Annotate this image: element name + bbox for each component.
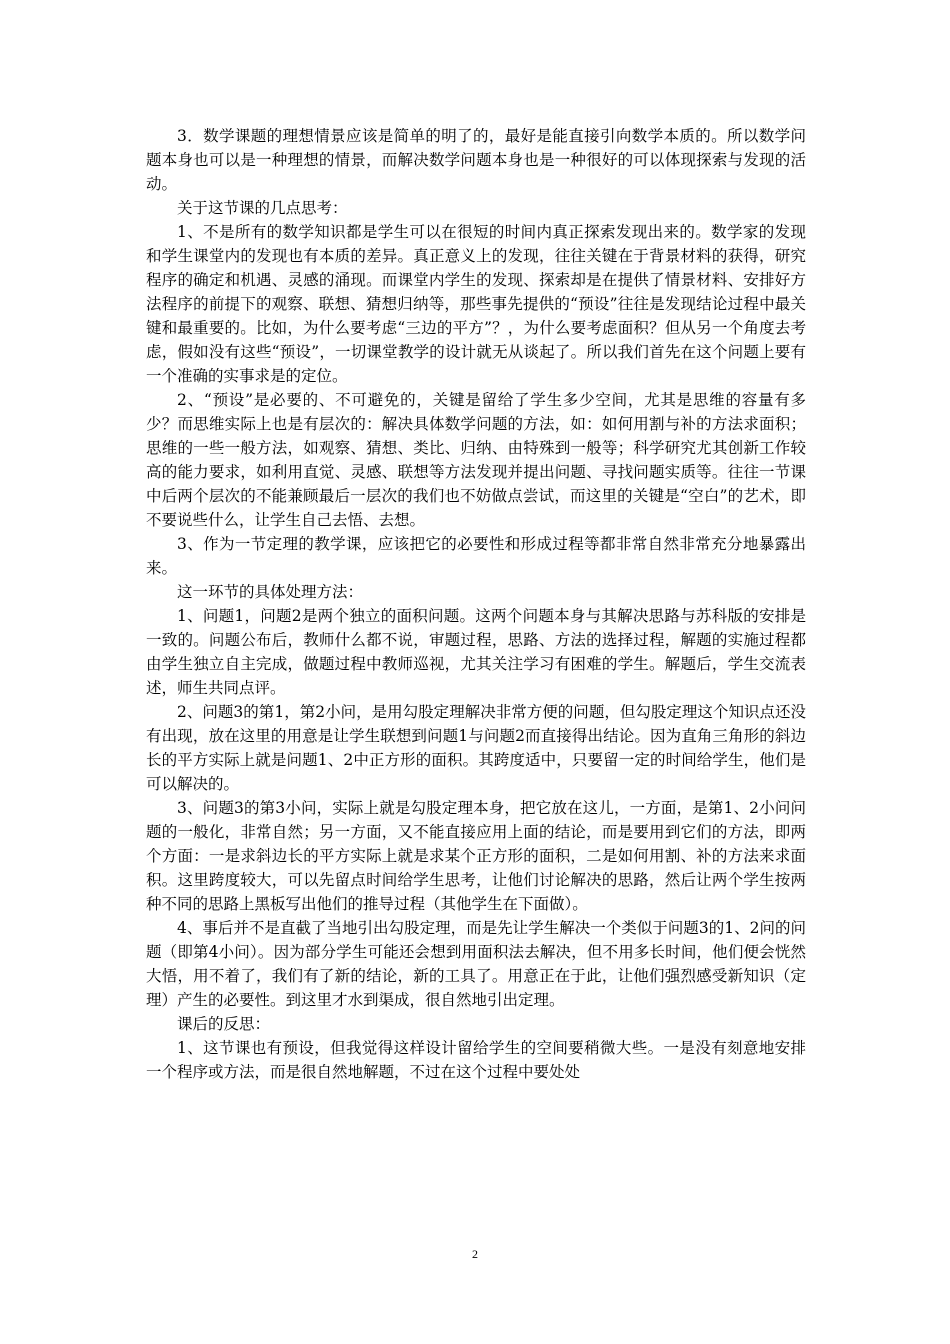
paragraph-reflection-1: 1、不是所有的数学知识都是学生可以在很短的时间内真正探索发现出来的。数学家的发现和学生课堂内的发现也有本质的差异。真正意义上的发现，往往关键在于背景材料的获得，研究程序的确定和机遇、灵感的涌现。而课堂内学生的发现、探索却是在提供了情景材料、安排好方法程序的前提下的观察、联想、猜想归纳等，那些事先提供的“预设”往往是发现结论过程中最关键和最重要的。比如，为什么要考虑“三边的平方”？，为什么要考虑面积？但从另一个角度去考虑，假如没有这些“预设”，一切课堂教学的设计就无从谈起了。所以我们首先在这个问题上要有一个准确的实事求是的定位。 [146, 223, 806, 385]
paragraph-ideal-situation: 3．数学课题的理想情景应该是简单的明了的，最好是能直接引向数学本质的。所以数学问题本身也可以是一种理想的情景，而解决数学问题本身也是一种很好的可以体现探索与发现的活动。 [146, 127, 806, 193]
paragraph-heading-after-class: 课后的反思： [177, 1015, 271, 1033]
paragraph-heading-method: 这一环节的具体处理方法： [177, 583, 364, 601]
paragraph-heading-reflections: 关于这节课的几点思考： [177, 199, 348, 217]
paragraph-after-class-1: 1、这节课也有预设，但我觉得这样设计留给学生的空间要稍微大些。一是没有刻意地安排一个程序或方法，而是很自然地解题，不过在这个过程中要处处 [146, 1039, 806, 1081]
document-page [146, 124, 806, 1084]
paragraph-method-2: 2、问题3的第1，第2小问，是用勾股定理解决非常方便的问题，但勾股定理这个知识点还没有出现，放在这里的用意是让学生联想到问题1与问题2而直接得出结论。因为直角三角形的斜边长的平方实际上就是问题1、2中正方形的面积。其跨度适中，只要留一定的时间给学生，他们是可以解决的。 [146, 703, 806, 793]
paragraph-reflection-3: 3、作为一节定理的教学课，应该把它的必要性和形成过程等都非常自然非常充分地暴露出来。 [146, 535, 806, 577]
paragraph-method-4: 4、事后并不是直截了当地引出勾股定理，而是先让学生解决一个类似于问题3的1、2问的问题（即第4小问）。因为部分学生可能还会想到用面积法去解决，但不用多长时间，他们便会恍然大悟，用不着了，我们有了新的结论，新的工具了。用意正在于此，让他们强烈感受新知识（定理）产生的必要性。到这里才水到渠成，很自然地引出定理。 [146, 919, 806, 1009]
page-number: 2 [472, 1247, 478, 1261]
paragraph-method-1: 1、问题1，问题2是两个独立的面积问题。这两个问题本身与其解决思路与苏科版的安排是一致的。问题公布后，教师什么都不说，审题过程，思路、方法的选择过程，解题的实施过程都由学生独立自主完成，做题过程中教师巡视，尤其关注学习有困难的学生。解题后，学生交流表述，师生共同点评。 [146, 607, 806, 697]
paragraph-reflection-2: 2、“预设”是必要的、不可避免的，关键是留给了学生多少空间，尤其是思维的容量有多少？而思维实际上也是有层次的：解决具体数学问题的方法，如：如何用割与补的方法求面积；思维的一些一般方法，如观察、猜想、类比、归纳、由特殊到一般等；科学研究尤其创新工作较高的能力要求，如利用直觉、灵感、联想等方法发现并提出问题、寻找问题实质等。往往一节课中后两个层次的不能兼顾最后一层次的我们也不妨做点尝试，而这里的关键是“空白”的艺术，即不要说些什么，让学生自己去悟、去想。 [146, 391, 806, 529]
paragraph-method-3: 3、问题3的第3小问，实际上就是勾股定理本身，把它放在这儿，一方面，是第1、2小问问题的一般化，非常自然；另一方面，又不能直接应用上面的结论，而是要用到它们的方法，即两个方面：一是求斜边长的平方实际上就是求某个正方形的面积，二是如何用割、补的方法来求面积。这里跨度较大，可以先留点时间给学生思考，让他们讨论解决的思路，然后让两个学生按两种不同的思路上黑板写出他们的推导过程（其他学生在下面做）。 [146, 799, 806, 913]
